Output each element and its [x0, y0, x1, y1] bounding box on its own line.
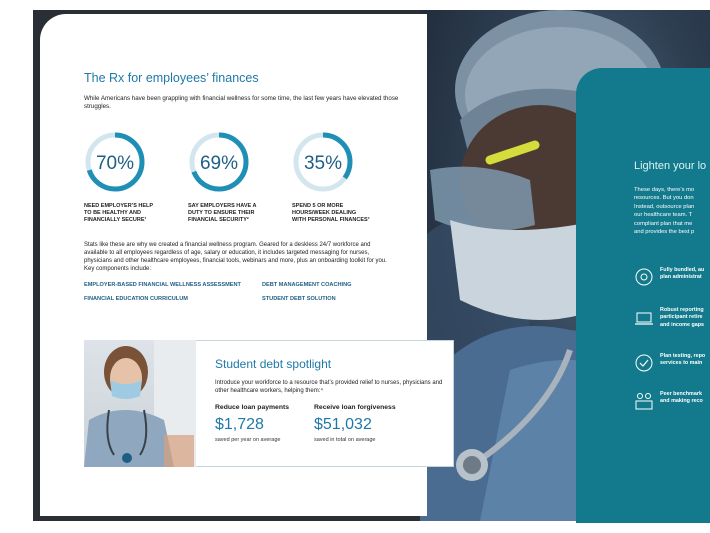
- program-paragraph: Stats like these are why we created a financial wellness program. Geared for a deskless 24/7 workforce and available to all employees regardless of age, salary or education, it includes targeted messaging for nurses, physicians and other healthcare employees, financial tools, webinars and more, plus an onboarding toolkit for you. Key components include:: [84, 242, 387, 272]
- spotlight-intro: Introduce your workforce to a resource that’s provided relief to nurses, physicians and other healthcare workers, helping them:⁴: [215, 380, 443, 394]
- page-title: The Rx for employees’ finances: [84, 71, 259, 85]
- loan-forgiveness-caption: saved in total on average: [314, 437, 376, 443]
- feature-benchmark: Peer benchmark and making reco: [660, 391, 703, 405]
- checkmark-icon: [634, 353, 654, 373]
- component-student-debt: STUDENT DEBT SOLUTION: [262, 296, 336, 302]
- component-assessment: EMPLOYER-BASED FINANCIAL WELLNESS ASSESSMENT: [84, 282, 241, 288]
- feature-testing: Plan testing, repo services to main: [660, 353, 706, 367]
- stat-ring-69: [188, 131, 250, 193]
- component-curriculum: FINANCIAL EDUCATION CURRICULUM: [84, 296, 188, 302]
- stat-value: 70%: [95, 153, 135, 174]
- right-panel-text: These days, there’s mo resources. But you don Instead, outsource plan our healthcare team. T compliant plan that me and provides the best p: [634, 187, 695, 236]
- reduce-payments-heading: Reduce loan payments: [215, 404, 290, 411]
- spotlight-title: Student debt spotlight: [215, 357, 332, 371]
- reduce-payments-caption: saved per year on average: [215, 437, 281, 443]
- reduce-payments-amount: $1,728: [215, 416, 264, 433]
- stat-value: 35%: [303, 153, 343, 174]
- stat-35: [292, 131, 392, 224]
- loan-forgiveness-amount: $51,032: [314, 416, 372, 433]
- stat-label: SAY EMPLOYERS HAVE A DUTY TO ENSURE THEIR FINANCIAL SECURITY²: [188, 203, 257, 223]
- stat-value: 69%: [199, 153, 239, 174]
- stat-label: NEED EMPLOYER’S HELP TO BE HEALTHY AND FINANCIALLY SECURE¹: [84, 203, 154, 223]
- loan-forgiveness-heading: Receive loan forgiveness: [314, 404, 396, 411]
- right-panel-title: Lighten your lo: [634, 160, 707, 172]
- component-debt-coaching: DEBT MANAGEMENT COACHING: [262, 282, 352, 288]
- stat-69: [188, 131, 288, 224]
- nurse-illustration: [84, 340, 196, 467]
- nurse-photo: [84, 340, 196, 467]
- feature-reporting: Robust reporting participant retire and income gaps: [660, 307, 705, 328]
- intro-text: While Americans have been grappling with financial wellness for some time, the last few years have elevated those struggles.: [84, 95, 399, 110]
- people-icon: [634, 391, 654, 411]
- stat-label: SPEND 5 OR MORE HOURS/WEEK DEALING WITH PERSONAL FINANCES³: [292, 203, 370, 223]
- laptop-icon: [634, 309, 654, 329]
- gear-icon: [634, 267, 654, 287]
- stat-70: [84, 131, 184, 224]
- right-panel: [576, 68, 710, 523]
- feature-bundled: Fully bundled, au plan administrat: [660, 267, 705, 281]
- stat-ring-70: [84, 131, 146, 193]
- stat-ring-35: [292, 131, 354, 193]
